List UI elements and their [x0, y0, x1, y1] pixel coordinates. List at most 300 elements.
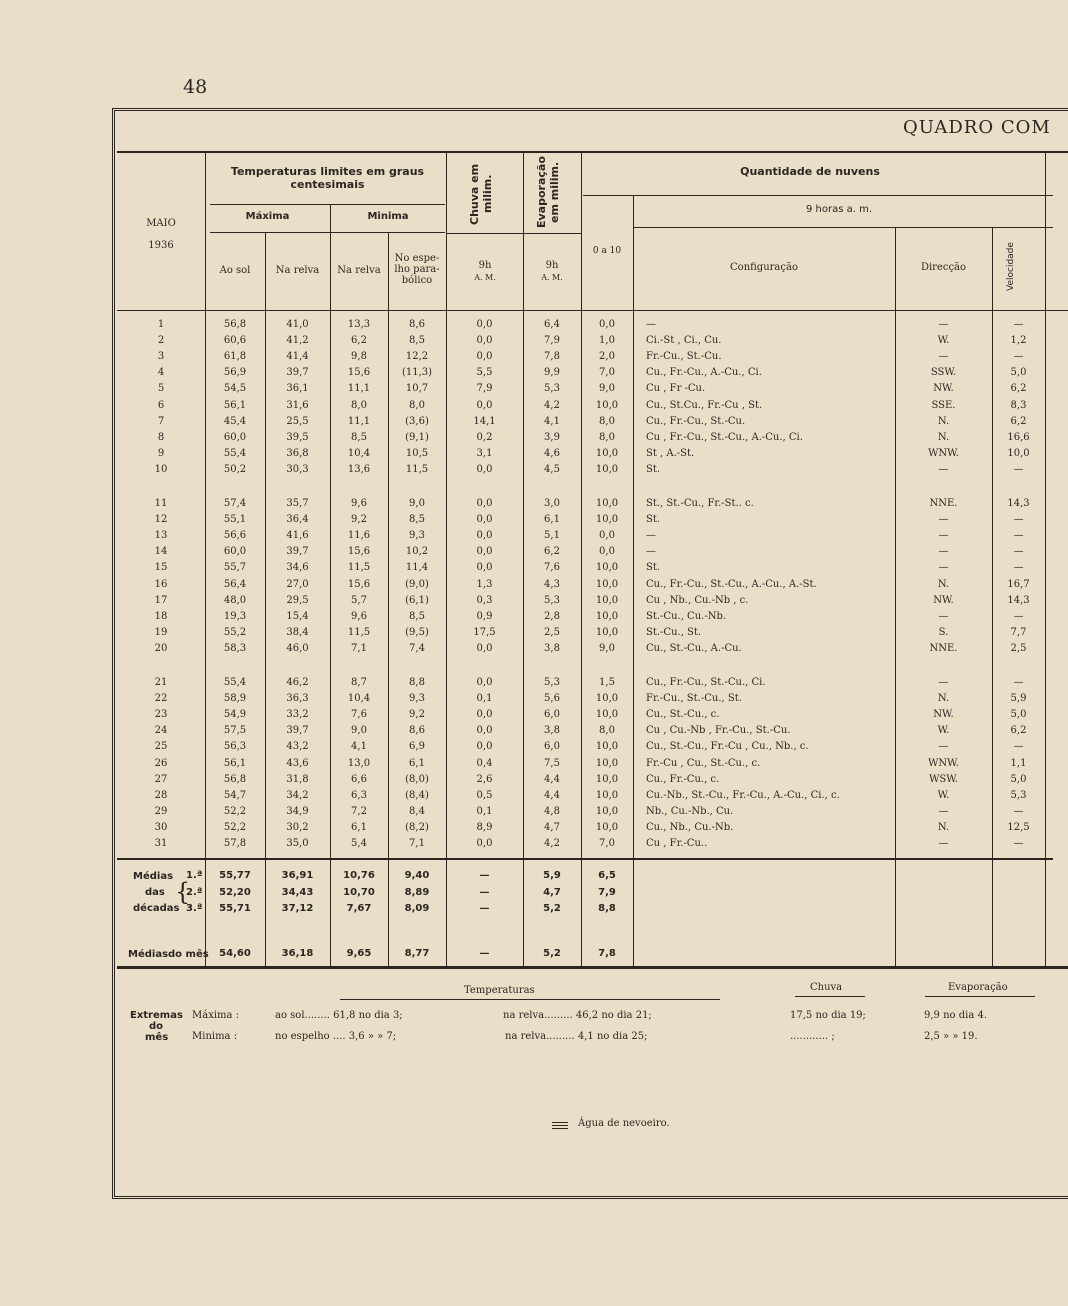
cell-chuva: 0,0	[476, 546, 493, 558]
cell-espelho: (11,3)	[401, 367, 433, 379]
cell-veloc: 5,3	[1010, 789, 1027, 801]
cell-espelho: 8,5	[409, 610, 425, 622]
cell-veloc: 5,0	[1010, 709, 1027, 721]
extremes-max-sol: ao sol........ 61,8 no dia 3;	[275, 1010, 403, 1021]
cell-ao-sol: 52,2	[223, 821, 247, 833]
medias-cell-nuvens: 7,9	[598, 886, 616, 898]
header-temperatures: Temperaturas limites em graus centesimais	[230, 165, 425, 191]
cell-chuva: 0,3	[476, 594, 493, 606]
cell-nuvens: 7,0	[599, 838, 615, 849]
cell-config: Cu., Nb., Cu.-Nb.	[646, 821, 734, 833]
cell-veloc: 5,0	[1010, 367, 1027, 379]
cell-direc: —	[938, 530, 949, 542]
cell-espelho: 6,1	[409, 757, 425, 769]
cell-relva-min: 9,2	[351, 514, 367, 526]
cell-espelho: 7,4	[409, 642, 425, 654]
cell-nuvens: 0,0	[599, 319, 615, 330]
header-chuva: Chuva em milim.	[468, 163, 494, 225]
cell-nuvens: 10,0	[595, 514, 619, 526]
cell-config: St.-Cu., St.	[646, 626, 702, 638]
medias-cell-evap: 5,9	[543, 870, 561, 881]
cell-espelho: 9,0	[409, 498, 425, 509]
cell-config: Cu., St.-Cu., A.-Cu.	[646, 642, 742, 654]
cell-chuva: 0,0	[476, 319, 493, 330]
cell-ao-sol: 57,5	[223, 725, 247, 737]
cell-ao-sol: 54,9	[223, 709, 247, 721]
cell-relva-max: 34,9	[286, 805, 309, 817]
cell-relva-min: 8,5	[351, 431, 367, 443]
cell-espelho: 7,1	[409, 838, 425, 849]
cell-espelho: (9,5)	[405, 626, 429, 638]
cell-espelho: 8,8	[409, 677, 425, 688]
header-na-relva-max: Na relva	[275, 265, 320, 276]
cell-espelho: (8,2)	[405, 821, 429, 833]
cell-nuvens: 10,0	[595, 805, 619, 817]
cell-veloc: —	[1013, 562, 1024, 574]
cell-evap: 2,5	[544, 626, 560, 638]
medias-label-a: Médias	[133, 871, 174, 882]
cell-config: St., St.-Cu., Fr.-St.. c.	[646, 498, 754, 509]
cell-nuvens: 10,0	[595, 562, 619, 574]
cell-day: 8	[157, 431, 165, 443]
cell-veloc: 6,2	[1010, 725, 1027, 737]
cell-veloc: 12,5	[1007, 821, 1030, 833]
cell-evap: 6,2	[544, 546, 560, 558]
cell-config: Fr.-Cu , Cu., St.-Cu., c.	[646, 757, 761, 769]
cell-day: 7	[157, 415, 165, 427]
rule-header-short	[447, 233, 582, 234]
header-direccao: Direcção	[920, 262, 967, 273]
cell-relva-max: 36,3	[286, 693, 309, 705]
cell-relva-max: 34,2	[286, 789, 309, 801]
cell-evap: 4,2	[544, 838, 560, 849]
cell-relva-max: 30,2	[286, 821, 309, 833]
cell-veloc: —	[1013, 319, 1024, 330]
cell-nuvens: 10,0	[595, 821, 619, 833]
cell-direc: —	[938, 610, 949, 622]
extremes-min-relva: na relva......... 4,1 no dia 25;	[505, 1031, 648, 1042]
cell-espelho: 8,6	[409, 319, 425, 330]
cell-relva-min: 10,4	[347, 447, 371, 459]
cell-ao-sol: 50,2	[223, 463, 247, 475]
cell-evap: 5,3	[544, 383, 560, 395]
extremes-maxima-label: Máxima :	[192, 1010, 240, 1021]
cell-espelho: 10,7	[405, 383, 429, 395]
cell-chuva: 0,5	[476, 789, 493, 801]
cell-chuva: 0,0	[476, 463, 493, 475]
cell-direc: W.	[937, 725, 950, 737]
cell-veloc: 1,1	[1010, 757, 1027, 769]
extremes-rule-temp	[340, 999, 720, 1000]
medias-cell-relva-max: 34,43	[281, 886, 314, 898]
cell-chuva: 5,5	[476, 367, 493, 379]
header-clouds: Quantidade de nuvens	[740, 165, 880, 178]
cell-ao-sol: 58,3	[223, 642, 247, 654]
cell-veloc: —	[1013, 463, 1024, 475]
medias-cell-relva-max: 37,12	[281, 903, 314, 914]
cell-ao-sol: 55,1	[223, 514, 247, 526]
cell-evap: 4,4	[544, 789, 560, 801]
cell-veloc: 6,2	[1010, 415, 1027, 427]
cell-relva-max: 43,6	[286, 757, 309, 769]
header-9h-evap: 9h	[545, 260, 559, 271]
cell-evap: 3,8	[544, 725, 560, 737]
cell-direc: —	[938, 351, 949, 363]
cell-relva-min: 11,1	[347, 415, 371, 427]
header-minima: Minima	[367, 211, 409, 222]
cell-espelho: 9,3	[409, 693, 425, 705]
cell-chuva: 3,1	[476, 447, 493, 459]
cell-relva-max: 36,4	[286, 514, 309, 526]
medias-cell-chuva: —	[479, 886, 490, 898]
extremes-max-relva: na relva......... 46,2 no dia 21;	[503, 1010, 652, 1021]
cell-chuva: 0,0	[476, 335, 493, 347]
cell-direc: N.	[937, 693, 950, 705]
extremes-rule-chuva	[795, 996, 865, 997]
cell-veloc: —	[1013, 805, 1024, 817]
extremes-chuva: Chuva	[810, 982, 843, 993]
cell-espelho: (9,0)	[405, 578, 429, 590]
cell-direc: —	[938, 463, 949, 475]
cell-relva-max: 15,4	[286, 610, 309, 622]
cell-config: St.	[646, 562, 661, 574]
cell-relva-min: 9,6	[351, 610, 367, 622]
cell-espelho: 9,3	[409, 530, 425, 542]
medias-label-c: décadas	[133, 903, 180, 914]
cell-config: —	[646, 530, 656, 542]
cell-direc: W.	[937, 335, 950, 347]
extremes-label-c: mês	[145, 1032, 169, 1043]
cell-evap: 3,9	[544, 431, 560, 443]
cell-chuva: 0,0	[476, 709, 493, 721]
extremes-label-a: Extremas	[130, 1010, 183, 1021]
cell-espelho: 6,9	[409, 741, 425, 753]
cell-nuvens: 9,0	[599, 642, 615, 654]
cell-chuva: 7,9	[476, 383, 493, 395]
extremes-temperaturas: Temperaturas	[464, 985, 535, 996]
month-cell-relva-max: 36,18	[281, 948, 314, 959]
cell-relva-max: 29,5	[286, 594, 309, 606]
month-cell-chuva: —	[479, 948, 490, 959]
cell-relva-min: 6,1	[351, 821, 367, 833]
medias-cell-nuvens: 8,8	[598, 903, 616, 914]
cell-config: —	[646, 319, 656, 330]
cell-espelho: (3,6)	[405, 415, 429, 427]
cell-espelho: 8,6	[409, 725, 425, 737]
cell-relva-min: 7,1	[351, 642, 367, 654]
cell-veloc: —	[1013, 546, 1024, 558]
cell-nuvens: 10,0	[595, 789, 619, 801]
cell-evap: 4,8	[544, 805, 560, 817]
cell-nuvens: 8,0	[599, 415, 615, 427]
cell-direc: —	[938, 546, 949, 558]
cell-day: 2	[157, 335, 165, 347]
cell-day: 26	[154, 757, 168, 769]
cell-config: Ci.-St , Ci., Cu.	[646, 335, 722, 347]
cell-ao-sol: 56,4	[223, 578, 247, 590]
extremes-minima-label: Minima :	[192, 1031, 238, 1042]
cell-evap: 6,1	[544, 514, 560, 526]
cell-espelho: 10,2	[405, 546, 429, 558]
cell-relva-max: 39,5	[286, 431, 309, 443]
fog-water-icon	[552, 1122, 568, 1129]
cell-nuvens: 1,0	[599, 335, 615, 347]
cell-direc: —	[938, 838, 949, 849]
cell-relva-max: 39,7	[286, 546, 309, 558]
cell-relva-min: 15,6	[347, 367, 371, 379]
rule-medias-month-bottom	[117, 966, 1068, 969]
cell-direc: WSW.	[929, 773, 958, 785]
cell-chuva: 0,0	[476, 562, 493, 574]
cell-nuvens: 10,0	[595, 741, 619, 753]
cell-relva-max: 27,0	[286, 578, 309, 590]
cell-day: 6	[157, 399, 165, 411]
cell-config: St.	[646, 514, 661, 526]
medias-cell-espelho: 8,89	[404, 886, 430, 898]
cell-relva-min: 4,1	[351, 741, 367, 753]
medias-cell-relva-max: 36,91	[281, 870, 314, 881]
cell-config: Cu., St.-Cu., c.	[646, 709, 720, 721]
cell-ao-sol: 56,6	[223, 530, 247, 542]
medias-cell-ao-sol: 55,77	[219, 870, 251, 881]
cell-day: 13	[154, 530, 168, 542]
cell-ao-sol: 56,8	[223, 773, 247, 785]
cell-evap: 4,3	[544, 578, 560, 590]
cell-ao-sol: 54,5	[223, 383, 247, 395]
cell-chuva: 14,1	[473, 415, 496, 427]
cell-nuvens: 2,0	[599, 351, 615, 363]
cell-espelho: 11,5	[405, 463, 429, 475]
cell-day: 30	[154, 821, 168, 833]
cell-day: 12	[154, 514, 168, 526]
cell-veloc: 16,6	[1007, 431, 1030, 443]
header-0-10: 0 a 10	[592, 246, 622, 256]
cell-config: St , A.-St.	[646, 447, 695, 459]
cell-config: Cu., St.-Cu., Fr.-Cu , Cu., Nb., c.	[646, 741, 809, 753]
header-9h-chuva-sub: A. M.	[474, 273, 496, 282]
cell-day: 9	[157, 447, 165, 459]
cell-config: St.	[646, 463, 661, 475]
cell-day: 19	[154, 626, 168, 638]
cell-veloc: 14,3	[1007, 594, 1030, 606]
cell-evap: 9,9	[544, 367, 560, 379]
cell-nuvens: 9,0	[599, 383, 615, 395]
header-9-hours: 9 horas a. m.	[805, 204, 873, 215]
cell-chuva: 0,0	[476, 351, 493, 363]
cell-relva-max: 33,2	[286, 709, 309, 721]
cell-chuva: 0,0	[476, 677, 493, 688]
medias-cell-relva-min: 10,76	[343, 870, 375, 881]
cell-chuva: 0,0	[476, 498, 493, 509]
cell-veloc: —	[1013, 610, 1024, 622]
medias-cell-chuva: —	[479, 870, 490, 881]
cell-evap: 3,8	[544, 642, 560, 654]
medias-cell-evap: 5,2	[543, 903, 561, 914]
cell-relva-min: 6,6	[351, 773, 367, 785]
cell-day: 31	[154, 838, 168, 849]
cell-ao-sol: 45,4	[223, 415, 247, 427]
cell-day: 10	[154, 463, 168, 475]
cell-ao-sol: 58,9	[223, 693, 247, 705]
cell-relva-min: 8,7	[351, 677, 367, 688]
cell-nuvens: 10,0	[595, 757, 619, 769]
cell-evap: 5,3	[544, 594, 560, 606]
cell-relva-min: 11,5	[347, 562, 371, 574]
cell-nuvens: 10,0	[595, 498, 619, 509]
cell-relva-max: 41,2	[286, 335, 309, 347]
header-velocidade: Velocidade	[1006, 242, 1016, 292]
cell-relva-min: 11,6	[347, 530, 371, 542]
table-title: QUADRO COM	[903, 117, 1051, 138]
cell-day: 25	[154, 741, 168, 753]
cell-direc: NNE.	[929, 642, 958, 654]
cell-evap: 7,6	[544, 562, 560, 574]
cell-config: Cu., Fr.-Cu., St.-Cu., Ci.	[646, 677, 766, 688]
header-year: 1936	[148, 240, 174, 251]
cell-chuva: 8,9	[476, 821, 493, 833]
cell-direc: —	[938, 319, 949, 330]
cell-day: 22	[154, 693, 168, 705]
cell-config: Cu , Fr.-Cu., St.-Cu., A.-Cu., Ci.	[646, 431, 803, 443]
cell-relva-max: 35,7	[286, 498, 309, 509]
cell-evap: 7,9	[544, 335, 560, 347]
cell-relva-min: 5,7	[351, 594, 367, 606]
cell-evap: 6,0	[544, 709, 560, 721]
cell-ao-sol: 54,7	[223, 789, 247, 801]
cell-ao-sol: 55,2	[223, 626, 247, 638]
medias-cell-chuva: —	[479, 903, 490, 914]
cell-relva-max: 36,1	[286, 383, 309, 395]
cell-relva-max: 38,4	[286, 626, 309, 638]
cell-direc: W.	[937, 789, 950, 801]
cell-veloc: 5,0	[1010, 773, 1027, 785]
cell-nuvens: 7,0	[599, 367, 615, 379]
medias-label-b: das	[145, 887, 165, 898]
cell-relva-max: 39,7	[286, 367, 309, 379]
cell-config: Fr.-Cu., St.-Cu.	[646, 351, 722, 363]
cell-ao-sol: 55,4	[223, 447, 247, 459]
cell-espelho: 12,2	[405, 351, 429, 363]
cell-veloc: 16,7	[1007, 578, 1030, 590]
header-na-relva-min: Na relva	[337, 265, 381, 276]
cell-ao-sol: 56,1	[223, 399, 247, 411]
cell-relva-max: 25,5	[286, 415, 309, 427]
medias-brace: {	[175, 878, 191, 906]
cell-relva-min: 11,1	[347, 383, 371, 395]
header-month: MAIO	[146, 218, 176, 229]
cell-direc: SSW.	[930, 367, 957, 379]
extremes-evap-max: 9,9 no dia 4.	[924, 1010, 988, 1021]
cell-day: 29	[154, 805, 168, 817]
cell-direc: WNW.	[928, 447, 959, 459]
cell-relva-max: 46,2	[286, 677, 309, 688]
cell-direc: NW.	[933, 709, 954, 721]
cell-direc: S.	[938, 626, 949, 638]
cell-config: Cu., St.Cu., Fr.-Cu , St.	[646, 399, 763, 411]
cell-relva-min: 10,4	[347, 693, 371, 705]
rule-header-bottom	[117, 310, 1068, 311]
cell-nuvens: 10,0	[595, 626, 619, 638]
cell-relva-max: 31,8	[286, 773, 309, 785]
cell-ao-sol: 56,8	[223, 319, 247, 330]
medias-cell-dec: 3.ª	[186, 903, 203, 914]
cell-chuva: 0,0	[476, 725, 493, 737]
cell-ao-sol: 52,2	[223, 805, 247, 817]
cell-relva-min: 9,6	[351, 498, 367, 509]
cell-day: 28	[154, 789, 168, 801]
cell-nuvens: 10,0	[595, 578, 619, 590]
month-cell-nuvens: 7,8	[598, 948, 616, 959]
cell-direc: SSE.	[931, 399, 956, 411]
cell-relva-max: 41,0	[286, 319, 309, 330]
cell-relva-max: 41,4	[286, 351, 309, 363]
cell-relva-min: 5,4	[351, 838, 367, 849]
cell-chuva: 1,3	[476, 578, 493, 590]
cell-veloc: 6,2	[1010, 383, 1027, 395]
cell-evap: 5,1	[544, 530, 560, 542]
cell-config: Nb., Cu.-Nb., Cu.	[646, 805, 734, 817]
cell-config: Cu , Fr -Cu.	[646, 383, 706, 395]
medias-cell-nuvens: 6,5	[598, 870, 616, 881]
cell-direc: NW.	[933, 594, 954, 606]
medias-cell-ao-sol: 55,71	[219, 903, 251, 914]
rule-maxmin	[210, 232, 445, 233]
cell-veloc: —	[1013, 677, 1024, 688]
cell-veloc: —	[1013, 351, 1024, 363]
cell-ao-sol: 57,4	[223, 498, 247, 509]
cell-evap: 4,4	[544, 773, 560, 785]
cell-nuvens: 10,0	[595, 447, 619, 459]
cell-evap: 4,6	[544, 447, 560, 459]
rule-medias-top	[117, 858, 1053, 860]
cell-day: 18	[154, 610, 168, 622]
cell-nuvens: 10,0	[595, 399, 619, 411]
cell-config: Cu , Fr.-Cu..	[646, 838, 708, 849]
cell-day: 21	[154, 677, 168, 688]
rule-top	[117, 151, 1068, 153]
cell-relva-max: 46,0	[286, 642, 309, 654]
cell-nuvens: 8,0	[599, 431, 615, 443]
cell-day: 15	[154, 562, 168, 574]
medias-cell-relva-min: 10,70	[343, 886, 375, 898]
medias-cell-dec: 1.ª	[186, 870, 203, 881]
cell-veloc: —	[1013, 514, 1024, 526]
cell-nuvens: 10,0	[595, 610, 619, 622]
cell-ao-sol: 61,8	[223, 351, 247, 363]
cell-relva-max: 30,3	[286, 463, 309, 475]
header-no-espelho: No espe-lho para-bólico	[394, 253, 440, 286]
rule-clouds	[583, 195, 1053, 196]
cell-direc: WNW.	[928, 757, 959, 769]
cell-day: 23	[154, 709, 168, 721]
cell-chuva: 2,6	[476, 773, 493, 785]
medias-cell-espelho: 9,40	[404, 870, 430, 881]
medias-cell-espelho: 8,09	[404, 903, 430, 914]
vrule-8	[633, 195, 634, 966]
cell-relva-min: 8,0	[351, 399, 367, 411]
cell-espelho: 11,4	[405, 562, 429, 574]
cell-day: 5	[157, 383, 165, 395]
cell-direc: —	[938, 562, 949, 574]
cell-direc: N.	[937, 578, 950, 590]
cell-config: Cu., Fr.-Cu., c.	[646, 773, 720, 785]
cell-espelho: (8,0)	[405, 773, 429, 785]
cell-direc: —	[938, 677, 949, 688]
cell-relva-min: 13,3	[347, 319, 371, 330]
cell-relva-max: 31,6	[286, 399, 309, 411]
month-cell-evap: 5,2	[543, 948, 561, 959]
cell-veloc: —	[1013, 530, 1024, 542]
